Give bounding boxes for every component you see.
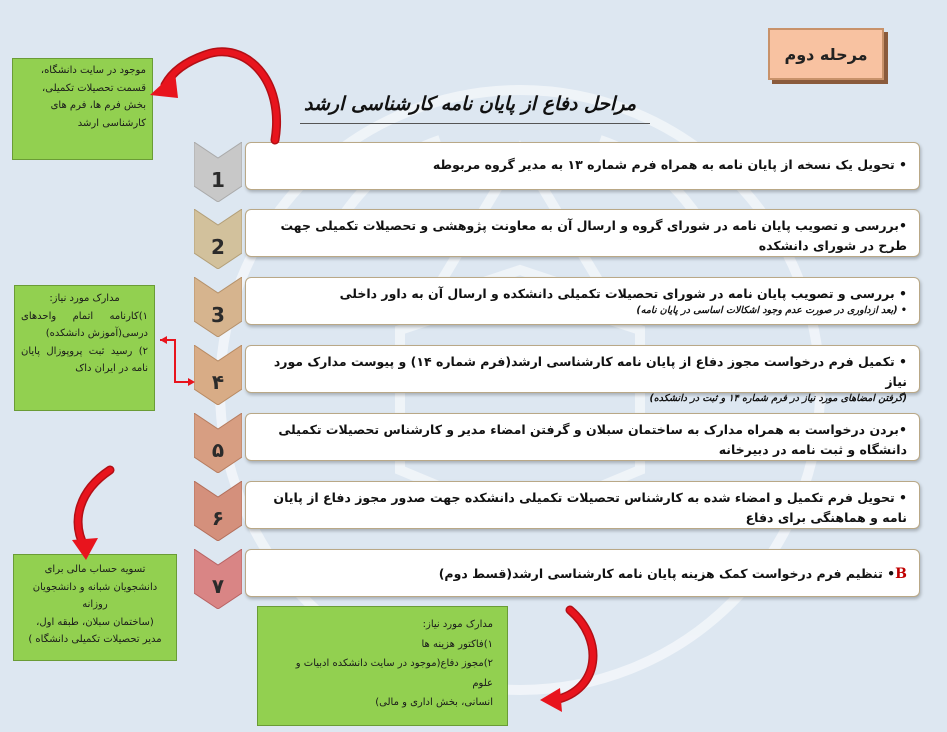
step-text: •بردن درخواست به همراه مدارک به ساختمان سبلان و گرفتن امضاء مدیر و کارشناس تحصیلات تکمیلی دانشگاه و ثبت نامه در دبیرخانه — [278, 422, 907, 457]
step-number: 3 — [211, 303, 225, 327]
step-text: • تنظیم فرم درخواست کمک هزینه پایان نامه کارشناسی ارشد(قسط دوم) — [438, 566, 896, 581]
required-docs-line: ۱)کارنامه اتمام واحدهای درسی(آموزش دانشکده) — [21, 310, 148, 339]
step-text: • تحویل فرم تکمیل و امضاء شده به کارشناس تحصیلات تکمیلی دانشکده جهت صدور مجوز دفاع از پایان نامه و هماهنگی برای دفاع — [273, 490, 907, 525]
step-note: • (بعد ازداوری در صورت عدم وجود اشکالات اساسی در پایان نامه) — [636, 305, 907, 316]
required-docs-2-header: مدارک مورد نیاز: — [422, 619, 493, 630]
step-text: • تکمیل فرم درخواست مجوز دفاع از پایان نامه کارشناسی ارشد(فرم شماره ۱۴) و پیوست مدارک مورد نیاز — [273, 354, 907, 389]
financial-settlement-note — [13, 554, 177, 661]
required-docs-line: ۲) رسید ثبت پروپوزال پایان نامه در ایران داک — [21, 345, 148, 374]
step-number: ۵ — [211, 438, 225, 462]
step-number: 2 — [211, 235, 225, 259]
step-number: 1 — [211, 168, 225, 192]
step-box-3 — [245, 277, 920, 325]
settlement-line: روزانه — [82, 599, 108, 610]
required-docs-2-line: ۲)مجوز دفاع(موجود در سایت دانشکده ادبیات و علوم — [295, 658, 493, 689]
step-note: (گرفتن امضاهای مورد نیاز در فرم شماره ۱۴ و ثبت در دانشکده) — [649, 393, 907, 404]
website-note-line: بخش فرم ها، فرم های — [50, 100, 146, 111]
required-docs-note-2 — [257, 606, 508, 726]
step-box-7 — [245, 549, 920, 597]
page-title: مراحل دفاع از پایان نامه کارشناسی ارشد — [304, 93, 636, 115]
settlement-line: تسویه حساب مالی برای — [44, 564, 146, 575]
required-docs-note — [14, 285, 155, 411]
required-docs-header: مدارک مورد نیاز: — [49, 293, 120, 304]
website-note-line: کارشناسی ارشد — [77, 117, 146, 129]
step-text: • تحویل یک نسخه از پایان نامه به همراه فرم شماره ۱۳ به مدیر گروه مربوطه — [432, 157, 907, 172]
website-note-line: قسمت تحصیلات تکمیلی، — [42, 82, 146, 94]
step-box-1 — [245, 142, 920, 190]
step-number: ۶ — [211, 506, 225, 530]
required-docs-2-line: انسانی، بخش اداری و مالی) — [375, 697, 493, 708]
step-box-2 — [245, 209, 920, 257]
step-number: ۴ — [211, 370, 225, 394]
settlement-line: دانشجویان شبانه و دانشجویان — [32, 581, 158, 593]
step-text: •بررسی و تصویب پایان نامه در شورای گروه و ارسال آن به معاونت پژوهشی و تحصیلات تکمیلی جهت طرح در شورای دانشکده — [280, 218, 907, 253]
step-box-5 — [245, 413, 920, 461]
step-box-4 — [245, 345, 920, 404]
required-docs-2-line: ۱)فاکتور هزینه ها — [421, 638, 493, 650]
website-note-line: موجود در سایت دانشگاه، — [40, 65, 146, 76]
step-box-6 — [245, 481, 920, 529]
stage-badge: مرحله دوم — [768, 28, 884, 80]
step-number: ۷ — [211, 574, 225, 598]
settlement-line: (ساختمان سبلان، طبقه اول، — [36, 616, 154, 628]
step-bullet-b: B — [895, 566, 907, 582]
website-note — [12, 58, 153, 160]
step-text: • بررسی و تصویب پایان نامه در شورای تحصیلات تکمیلی دانشکده و ارسال آن به داور داخلی — [339, 286, 907, 301]
settlement-line: مدیر تحصیلات تکمیلی دانشگاه ) — [28, 634, 162, 645]
title-underline — [300, 123, 650, 124]
